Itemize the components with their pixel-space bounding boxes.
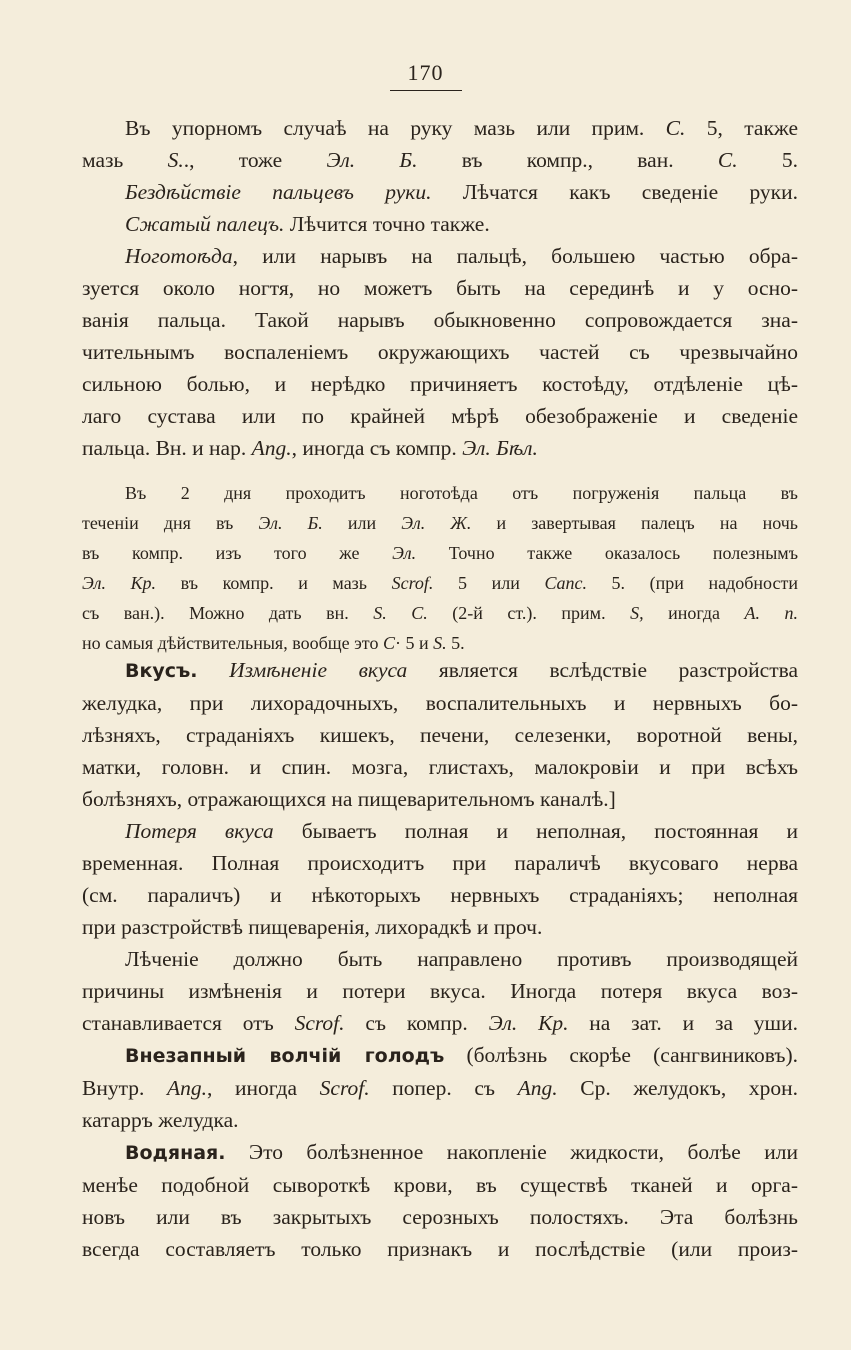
text-line: станавливается отъ Scrof. съ компр. Эл. Кр. на зат. и за уши. [82, 1011, 798, 1035]
text-line: причины измѣненія и потери вкуса. Иногда потеря вкуса воз- [82, 979, 798, 1003]
text-line: катарръ желудка. [82, 1108, 239, 1132]
text-line: Водяная. Это болѣзненное накопленіе жидкости, болѣе или [125, 1140, 798, 1164]
text-line: въ компр. изъ того же Эл. Точно также оказалось полезнымъ [82, 543, 798, 563]
text-line: желудка, при лихорадочныхъ, воспалительныхъ и нервныхъ бо- [82, 691, 798, 715]
text-line: менѣе подобной сывороткѣ крови, въ существѣ тканей и орга- [82, 1173, 798, 1197]
text-line: но самыя дѣйствительныя, вообще это C· 5 и S. 5. [82, 633, 465, 653]
section-taste [82, 654, 798, 1265]
text-line: матки, головн. и спин. мозга, глистахъ, малокровіи и при всѣхъ [82, 755, 798, 779]
text-line: мазь S.., тоже Эл. Б. въ компр., ван. C. 5. [82, 148, 798, 172]
text-line: съ ван.). Можно дать вн. S. C. (2-й ст.). прим. S, иногда A. n. [82, 603, 798, 623]
text-line: пальца. Вн. и нар. Ang., иногда съ компр. Эл. Бѣл. [82, 436, 538, 460]
text-line: лаго сустава или по крайней мѣрѣ обезображеніе и сведеніе [82, 404, 798, 428]
text-line: Бездѣйствіе пальцевъ руки. Лѣчатся какъ сведеніе руки. [125, 180, 798, 204]
text-line: Сжатый палецъ. Лѣчится точно также. [125, 212, 490, 236]
text-line: Въ 2 дня проходитъ ноготоѣда отъ погруженія пальца въ [125, 483, 798, 503]
text-line: Потеря вкуса бываетъ полная и неполная, постоянная и [125, 819, 799, 843]
text-line: зуется около ногтя, но можетъ быть на серединѣ и у осно- [82, 276, 798, 300]
text-line: Внутр. Ang., иногда Scrof. попер. съ Ang. Ср. желудокъ, хрон. [82, 1076, 798, 1100]
heading-taste: Вкусъ. [125, 660, 198, 682]
section-fingers [82, 112, 798, 464]
text-line: новъ или въ закрытыхъ серозныхъ полостяхъ. Эта болѣзнь [82, 1205, 798, 1229]
heading-dropsy: Водяная. [125, 1142, 226, 1164]
text-line: Вкусъ. Измѣненіе вкуса является вслѣдствіе разстройства [125, 658, 798, 682]
text-line: Лѣченіе должно быть направлено противъ производящей [125, 947, 798, 971]
text-line: всегда составляетъ только признакъ и послѣдствіе (или произ- [82, 1237, 798, 1261]
text-line: Въ упорномъ случаѣ на руку мазь или прим. C. 5, также [125, 116, 798, 140]
text-line: (см. параличъ) и нѣкоторыхъ нервныхъ страданіяхъ; неполная [82, 883, 798, 907]
text-line: лѣзняхъ, страданіяхъ кишекъ, печени, селезенки, воротной вены, [82, 723, 798, 747]
text-line: Внезапный волчій голодъ (болѣзнь скорѣе (сангвиниковъ). [125, 1043, 798, 1067]
section-small-print [82, 478, 798, 658]
text-line: чительнымъ воспаленіемъ окружающихъ частей съ чрезвычайно [82, 340, 798, 364]
page-number: 170 [0, 60, 851, 91]
text-line: временная. Полная происходитъ при параличѣ вкусоваго нерва [82, 851, 798, 875]
text-line: теченіи дня въ Эл. Б. или Эл. Ж. и завертывая палецъ на ночь [82, 513, 799, 533]
heading-hunger: Внезапный волчій голодъ [125, 1045, 445, 1067]
text-line: при разстройствѣ пищеваренія, лихорадкѣ и проч. [82, 915, 543, 939]
text-line: болѣзняхъ, отражающихся на пищеварительномъ каналѣ.] [82, 787, 616, 811]
text-line: ванія пальца. Такой нарывъ обыкновенно сопровождается зна- [82, 308, 798, 332]
text-line: Эл. Кр. въ компр. и мазь Scrof. 5 или Canc. 5. (при надобности [82, 573, 798, 593]
text-line: Ноготоѣда, или нарывъ на пальцѣ, большею частью обра- [125, 244, 798, 268]
text-line: сильною болью, и нерѣдко причиняетъ костоѣду, отдѣленіе цѣ- [82, 372, 798, 396]
